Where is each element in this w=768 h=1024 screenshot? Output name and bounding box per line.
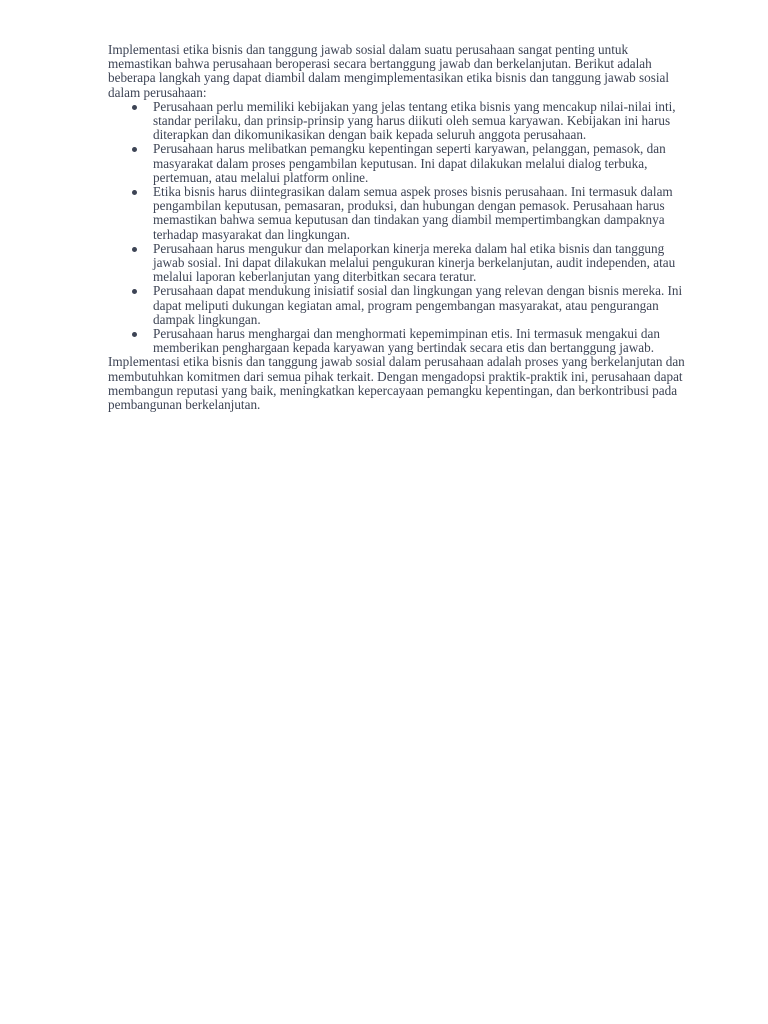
bullet-dot-icon [132, 332, 137, 337]
list-item-text: Perusahaan perlu memiliki kebijakan yang jelas tentang etika bisnis yang mencakup nilai-nilai inti, standar perilaku, dan prinsip-prinsip yang harus diikuti oleh semua karyawan. Kebijakan ini harus diterapkan dan dikomunikasikan dengan baik kepada seluruh anggota perusahaan. [153, 98, 676, 143]
bullet-dot-icon [132, 105, 137, 110]
list-item [153, 185, 688, 242]
bullet-dot-icon [132, 147, 137, 152]
list-item [153, 100, 688, 143]
list-item [153, 327, 688, 355]
steps-list [108, 100, 688, 356]
list-item-text: Perusahaan dapat mendukung inisiatif sosial dan lingkungan yang relevan dengan bisnis mereka. Ini dapat meliputi dukungan kegiatan amal, program pengembangan masyarakat, atau pengurangan dampak lingkungan. [153, 283, 683, 327]
document-body [108, 43, 688, 412]
list-item [153, 142, 688, 185]
list-item [153, 284, 688, 327]
bullet-dot-icon [132, 247, 137, 252]
intro-paragraph: Implementasi etika bisnis dan tanggung jawab sosial dalam suatu perusahaan sangat penting untuk memastikan bahwa perusahaan beroperasi secara bertanggung jawab dan berkelanjutan. Berikut adalah beberapa langkah yang dapat diambil dalam mengimplementasikan etika bisnis dan tanggung jawab sosial dalam perusahaan: [108, 42, 670, 100]
list-item [153, 242, 688, 285]
conclusion-paragraph: Implementasi etika bisnis dan tanggung jawab sosial dalam perusahaan adalah proses yang berkelanjutan dan membutuhkan komitmen dari semua pihak terkait. Dengan mengadopsi praktik-praktik ini, perusahaan dapat membangun reputasi yang baik, meningkatkan kepercayaan pemangku kepentingan, dan berkontribusi pada pembangunan berkelanjutan. [108, 354, 685, 413]
bullet-dot-icon [132, 190, 137, 195]
bullet-dot-icon [132, 289, 137, 294]
list-item-text: Perusahaan harus mengukur dan melaporkan kinerja mereka dalam hal etika bisnis dan tanggung jawab sosial. Ini dapat dilakukan melalui pengukuran kinerja berkelanjutan, audit independen, atau melalui laporan keberlanjutan yang diterbitkan secara teratur. [153, 240, 676, 285]
list-item-text: Etika bisnis harus diintegrasikan dalam semua aspek proses bisnis perusahaan. Ini termasuk dalam pengambilan keputusan, pemasaran, produksi, dan hubungan dengan pemasok. Perusahaan harus memastikan bahwa semua keputusan dan tindakan yang diambil mempertimbangkan dampaknya terhadap masyarakat dan lingkungan. [153, 184, 673, 242]
list-item-text: Perusahaan harus melibatkan pemangku kepentingan seperti karyawan, pelanggan, pemasok, dan masyarakat dalam proses pengambilan keputusan. Ini dapat dilakukan melalui dialog terbuka, pertemuan, atau melalui platform online. [153, 141, 666, 185]
list-item-text: Perusahaan harus menghargai dan menghormati kepemimpinan etis. Ini termasuk mengakui dan memberikan penghargaan kepada karyawan yang bertindak secara etis dan bertanggung jawab. [153, 326, 660, 356]
